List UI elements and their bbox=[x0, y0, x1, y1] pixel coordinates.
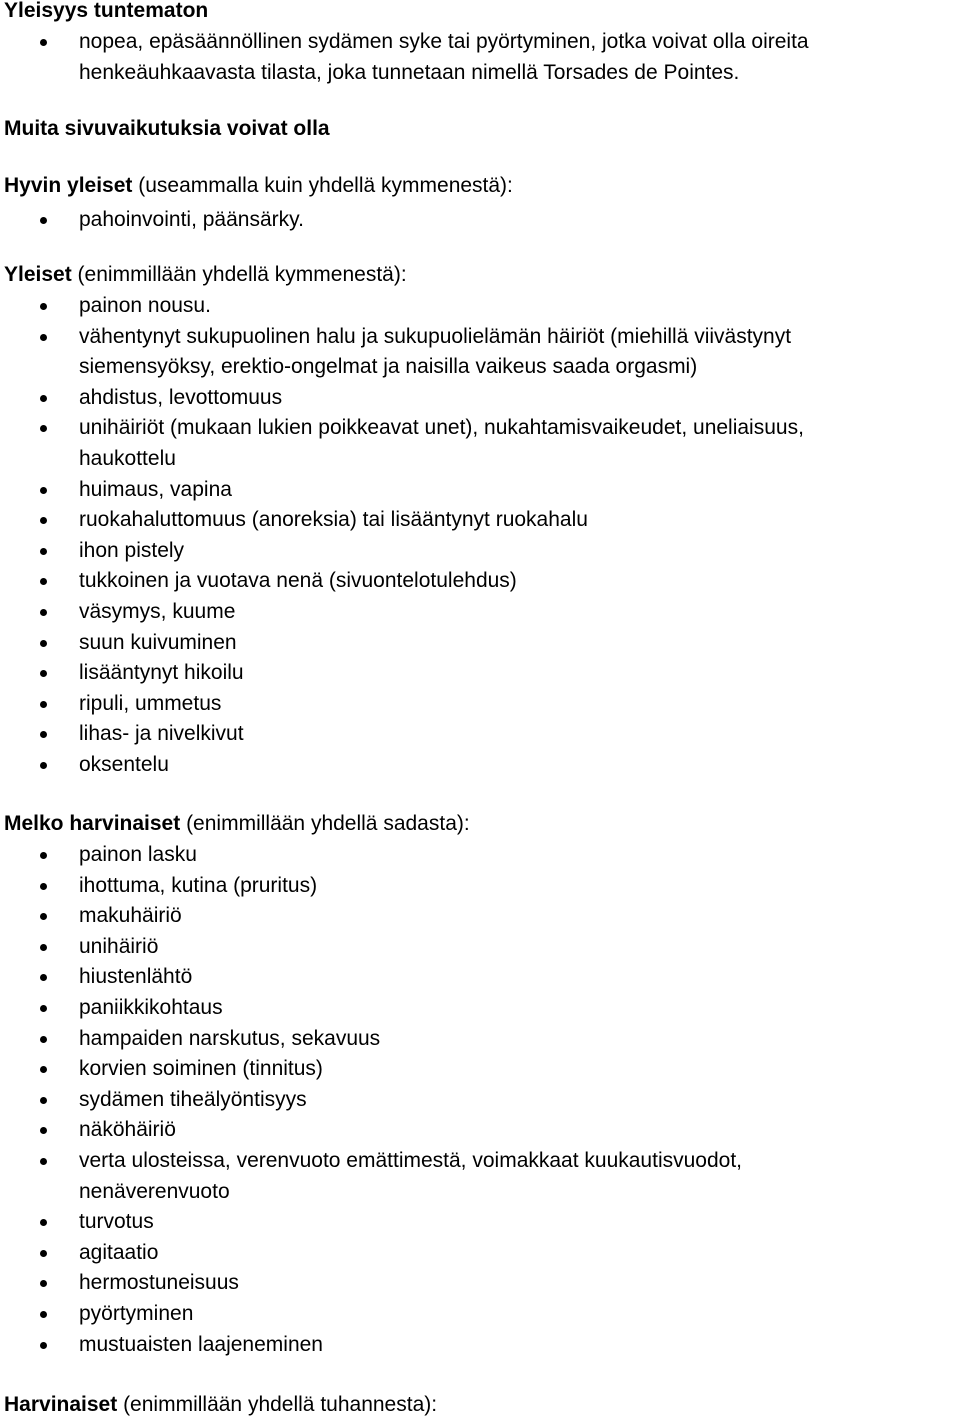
list-item bbox=[0, 1268, 960, 1299]
list-item-text: vähentynyt sukupuolinen halu ja sukupuolielämän häiriöt (miehillä viivästynyt bbox=[79, 324, 792, 348]
list-item bbox=[0, 1330, 960, 1361]
list-item-text: unihäiriöt (mukaan lukien poikkeavat unet), nukahtamisvaikeudet, uneliaisuus, bbox=[79, 416, 804, 440]
bullet-icon bbox=[40, 1066, 47, 1073]
list-item-text: turvotus bbox=[79, 1210, 154, 1234]
bullet-icon bbox=[40, 548, 47, 555]
heading-rest: (enimmillään yhdellä tuhannesta): bbox=[117, 1393, 438, 1416]
list-item-text: lisääntynyt hikoilu bbox=[79, 661, 244, 685]
list-item-text: korvien soiminen (tinnitus) bbox=[79, 1057, 323, 1081]
list-uncommon bbox=[0, 840, 960, 1360]
list-item-text: hermostuneisuus bbox=[79, 1271, 239, 1295]
bullet-icon bbox=[40, 487, 47, 494]
list-item-text: hampaiden narskutus, sekavuus bbox=[79, 1026, 381, 1050]
list-item-text: huimaus, vapina bbox=[79, 477, 232, 501]
list-item bbox=[0, 750, 960, 781]
list-item-text: painon lasku bbox=[79, 843, 197, 866]
list-common bbox=[0, 291, 960, 781]
bullet-icon bbox=[40, 640, 47, 647]
bullet-icon bbox=[40, 217, 47, 224]
list-item-text: ihottuma, kutina (pruritus) bbox=[79, 873, 318, 897]
heading-bold: Melko harvinaiset bbox=[4, 812, 181, 835]
list-item-text: verta ulosteissa, verenvuoto emättimestä, voimakkaat kuukautisvuodot, bbox=[79, 1148, 742, 1172]
section-heading-unknown-frequency bbox=[4, 0, 208, 23]
list-item bbox=[0, 322, 960, 383]
list-item-text: lihas- ja nivelkivut bbox=[79, 722, 244, 746]
bullet-icon bbox=[40, 39, 47, 46]
list-item-text: pyörtyminen bbox=[79, 1301, 194, 1325]
list-item bbox=[0, 901, 960, 932]
list-item bbox=[0, 1207, 960, 1238]
list-unknown-frequency bbox=[0, 27, 960, 88]
list-item-text: näköhäiriö bbox=[79, 1118, 176, 1142]
bullet-icon bbox=[40, 1219, 47, 1226]
list-item bbox=[0, 658, 960, 689]
list-item-text: painon nousu. bbox=[79, 294, 211, 317]
bullet-icon bbox=[40, 334, 47, 341]
list-item bbox=[0, 689, 960, 720]
section-heading-common bbox=[4, 262, 407, 287]
heading-bold: Harvinaiset bbox=[4, 1393, 118, 1416]
heading-bold: Yleiset bbox=[4, 263, 72, 286]
list-item-text: haukottelu bbox=[79, 446, 176, 470]
list-item bbox=[0, 291, 960, 322]
list-item-text: pahoinvointi, päänsärky. bbox=[79, 208, 304, 231]
list-item bbox=[0, 205, 960, 236]
bullet-icon bbox=[40, 670, 47, 677]
bullet-icon bbox=[40, 1005, 47, 1012]
list-item bbox=[0, 1146, 960, 1207]
list-item bbox=[0, 413, 960, 474]
heading-rest: (enimmillään yhdellä sadasta): bbox=[180, 812, 470, 835]
bullet-icon bbox=[40, 852, 47, 859]
list-item-text: makuhäiriö bbox=[79, 904, 182, 928]
heading-rest: (useammalla kuin yhdellä kymmenestä): bbox=[132, 174, 513, 197]
list-item-text: ihon pistely bbox=[79, 538, 185, 562]
bullet-icon bbox=[40, 1311, 47, 1318]
bullet-icon bbox=[40, 303, 47, 310]
list-item bbox=[0, 383, 960, 414]
section-heading-other-side-effects bbox=[4, 116, 330, 141]
list-item-text: unihäiriö bbox=[79, 934, 159, 958]
list-item bbox=[0, 1085, 960, 1116]
list-item bbox=[0, 993, 960, 1024]
list-item bbox=[0, 1299, 960, 1330]
list-item-text: ripuli, ummetus bbox=[79, 691, 222, 715]
heading-bold: Yleisyys tuntematon bbox=[4, 0, 209, 22]
bullet-icon bbox=[40, 701, 47, 708]
bullet-icon bbox=[40, 913, 47, 920]
list-item-text: nopea, epäsäännöllinen sydämen syke tai pyörtyminen, jotka voivat olla oireita bbox=[79, 30, 809, 53]
bullet-icon bbox=[40, 944, 47, 951]
section-heading-rare bbox=[4, 1392, 437, 1417]
list-item bbox=[0, 628, 960, 659]
bullet-icon bbox=[40, 1342, 47, 1349]
heading-bold: Muita sivuvaikutuksia voivat olla bbox=[4, 117, 330, 140]
list-item-text: suun kuivuminen bbox=[79, 630, 237, 654]
bullet-icon bbox=[40, 1036, 47, 1043]
list-item bbox=[0, 27, 960, 88]
list-item bbox=[0, 1054, 960, 1085]
list-very-common bbox=[0, 205, 960, 236]
bullet-icon bbox=[40, 425, 47, 432]
bullet-icon bbox=[40, 578, 47, 585]
list-item-text: nenäverenvuoto bbox=[79, 1179, 230, 1203]
list-item bbox=[0, 1024, 960, 1055]
list-item-text: mustuaisten laajeneminen bbox=[79, 1332, 323, 1356]
list-item-text: tukkoinen ja vuotava nenä (sivuontelotulehdus) bbox=[79, 569, 517, 593]
section-heading-very-common bbox=[4, 173, 513, 198]
list-item-text: siemensyöksy, erektio-ongelmat ja naisilla vaikeus saada orgasmi) bbox=[79, 355, 698, 379]
bullet-icon bbox=[40, 974, 47, 981]
list-item bbox=[0, 840, 960, 871]
list-item bbox=[0, 719, 960, 750]
list-item bbox=[0, 1115, 960, 1146]
heading-rest: (enimmillään yhdellä kymmenestä): bbox=[71, 263, 407, 286]
bullet-icon bbox=[40, 1127, 47, 1134]
bullet-icon bbox=[40, 1158, 47, 1165]
list-item-text: paniikkikohtaus bbox=[79, 995, 223, 1019]
bullet-icon bbox=[40, 517, 47, 524]
list-item-text: ahdistus, levottomuus bbox=[79, 385, 283, 409]
list-item-text: ruokahaluttomuus (anoreksia) tai lisääntynyt ruokahalu bbox=[79, 508, 588, 532]
list-item bbox=[0, 597, 960, 628]
list-item bbox=[0, 932, 960, 963]
bullet-icon bbox=[40, 1097, 47, 1104]
list-item bbox=[0, 475, 960, 506]
list-item bbox=[0, 505, 960, 536]
list-item bbox=[0, 962, 960, 993]
list-item-text: hiustenlähtö bbox=[79, 965, 193, 989]
heading-bold: Hyvin yleiset bbox=[4, 174, 133, 197]
list-item bbox=[0, 871, 960, 902]
list-item-text: sydämen tiheälyöntisyys bbox=[79, 1087, 307, 1111]
bullet-icon bbox=[40, 395, 47, 402]
bullet-icon bbox=[40, 731, 47, 738]
list-item-text: väsymys, kuume bbox=[79, 599, 236, 623]
bullet-icon bbox=[40, 1280, 47, 1287]
section-heading-uncommon bbox=[4, 811, 470, 836]
bullet-icon bbox=[40, 609, 47, 616]
list-item-text: agitaatio bbox=[79, 1240, 159, 1264]
list-item bbox=[0, 566, 960, 597]
list-item bbox=[0, 536, 960, 567]
list-item bbox=[0, 1238, 960, 1269]
list-item-text: henkeäuhkaavasta tilasta, joka tunnetaan nimellä Torsades de Pointes. bbox=[79, 60, 740, 84]
bullet-icon bbox=[40, 1250, 47, 1257]
list-item-text: oksentelu bbox=[79, 752, 169, 776]
bullet-icon bbox=[40, 762, 47, 769]
bullet-icon bbox=[40, 883, 47, 890]
